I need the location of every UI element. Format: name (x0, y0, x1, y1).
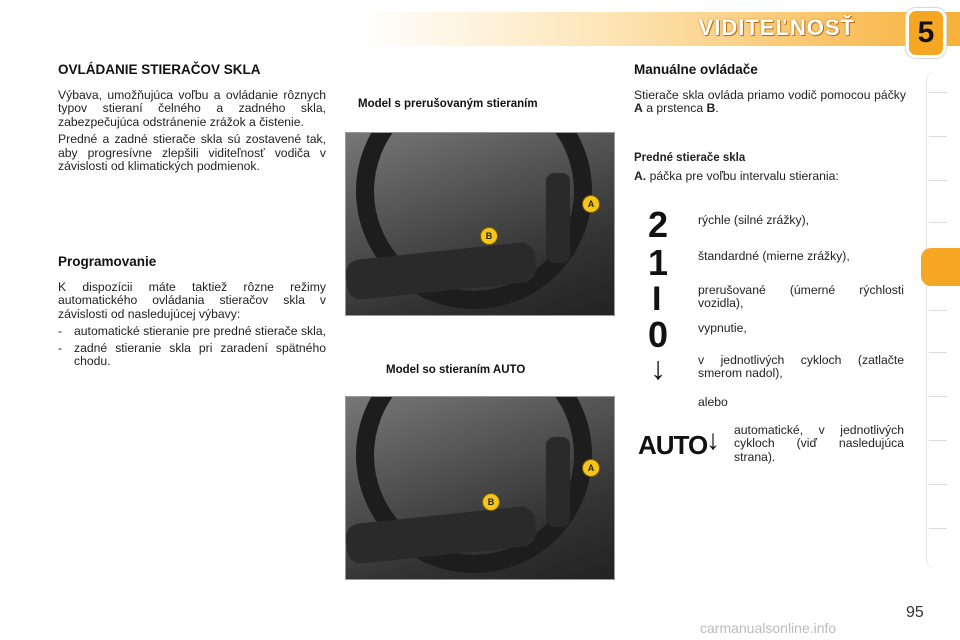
front-wipers-section (634, 152, 906, 183)
tab-divider (929, 484, 947, 485)
chapter-title: VIDITEĽNOSŤ (698, 15, 855, 40)
section-heading: OVLÁDANIE STIERAČOV SKLA (58, 62, 261, 77)
mode-symbol-0: 0 (648, 314, 669, 355)
or-text: alebo (698, 395, 728, 409)
programming-list (58, 325, 326, 368)
tab-divider (929, 440, 947, 441)
auto-down-arrow-icon: ↓ (706, 424, 720, 455)
tab-divider (929, 310, 947, 311)
mode-symbol-1: 1 (648, 242, 669, 283)
chapter-number-badge: 5 (906, 8, 946, 58)
wiper-stalk-photo-auto (345, 396, 615, 580)
header-bar (360, 12, 960, 46)
tab-divider (929, 396, 947, 397)
mode-text-normal: štandardné (mierne zrážky), (698, 249, 850, 263)
callout-b: B (480, 227, 498, 245)
chapter-tabs (926, 70, 960, 570)
mode-text-intermittent: prerušované (úmerné rýchlosti vozidla), (698, 283, 904, 311)
callout-a: A (582, 459, 600, 477)
tab-divider (929, 92, 947, 93)
second-paragraph: Predné a zadné stierače skla sú zostavené tak, aby progresívne zlepšili viditeľnosť vodiča v závislosti od klimatických podmienok. (58, 132, 326, 174)
right-column (634, 62, 906, 116)
tab-divider (929, 352, 947, 353)
page-number: 95 (906, 604, 924, 621)
down-arrow-icon: ↓ (650, 350, 666, 386)
manual-intro: Stierače skla ovláda priamo vodič pomocou páčky A a prstenca B. (634, 88, 906, 116)
mode-text-off: vypnutie, (698, 321, 747, 335)
tab-divider (929, 528, 947, 529)
auto-symbol: AUTO (638, 430, 708, 460)
callout-b: B (482, 493, 500, 511)
programming-section (58, 254, 326, 371)
mode-text-auto: automatické, v jednotlivých cykloch (viď nasledujúca strana). (734, 423, 904, 464)
mode-symbol-intermittent: I (652, 280, 662, 318)
left-column (58, 62, 326, 173)
stalk-lead: A. páčka pre voľbu intervalu stierania: (634, 169, 839, 183)
manual-controls-heading: Manuálne ovládače (634, 62, 758, 77)
photo-caption-intermittent: Model s prerušovaným stieraním (358, 98, 538, 110)
front-wipers-heading: Predné stierače skla (634, 152, 746, 164)
callout-a: A (582, 195, 600, 213)
right-stalk-shape (546, 437, 570, 527)
active-chapter-tab (921, 248, 960, 286)
mode-symbol-2: 2 (648, 204, 669, 245)
intro-paragraph: Výbava, umožňujúca voľbu a ovládanie rôznych typov stieraní čelného a zadného skla, zabezpečujúca odstránenie zrážok a čistenie. (58, 88, 326, 129)
footer-watermark: carmanualsonline.info (700, 620, 837, 636)
tab-divider (929, 222, 947, 223)
tab-divider (929, 136, 947, 137)
mode-text-single: v jednotlivých cykloch (zatlačte smerom nadol), (698, 353, 904, 381)
mode-text-fast: rýchle (silné zrážky), (698, 213, 810, 227)
page-header (0, 0, 960, 60)
programming-heading: Programovanie (58, 254, 157, 269)
wiper-stalk-photo-intermittent (345, 132, 615, 316)
right-stalk-shape (546, 173, 570, 263)
programming-paragraph: K dispozícii máte taktiež rôzne režimy automatického ovládania stieračov skla v závislosti od nasledujúcej výbavy: (58, 280, 326, 321)
list-item: - automatické stieranie pre predné stierače skla, (58, 325, 326, 338)
tab-divider (929, 180, 947, 181)
list-item: - zadné stieranie skla pri zaradení spätného chodu. (58, 342, 326, 369)
photo-caption-auto: Model so stieraním AUTO (386, 364, 526, 376)
